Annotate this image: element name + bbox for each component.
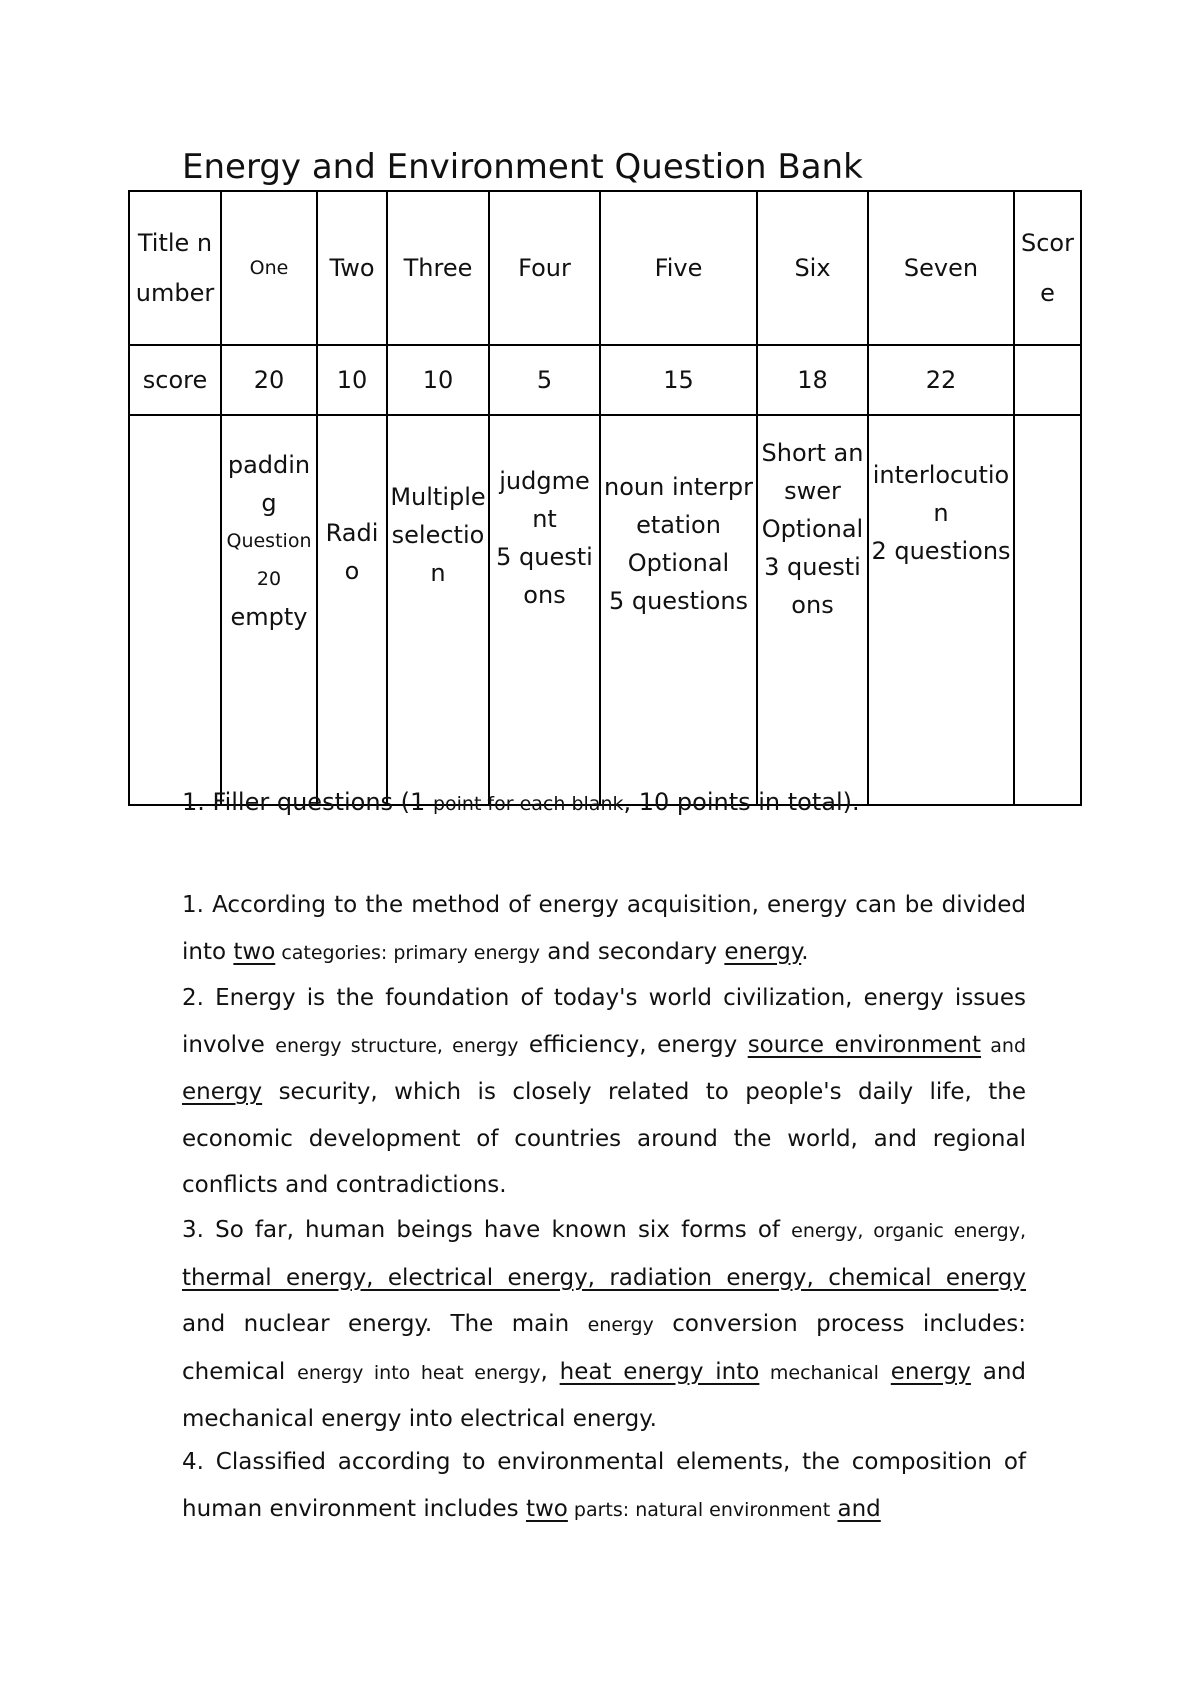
type-count: 5 questions xyxy=(608,587,749,615)
type-cell xyxy=(757,415,868,805)
question-summary-table xyxy=(128,190,1082,806)
question-4 xyxy=(182,1439,1026,1533)
page-title: Energy and Environment Question Bank xyxy=(182,147,863,187)
type-label: Radio xyxy=(325,519,379,585)
type-cell xyxy=(129,415,221,805)
score-cell: 10 xyxy=(387,345,489,415)
answer-blank: energy xyxy=(182,1079,263,1105)
question-text xyxy=(879,1359,891,1385)
type-option: Optional xyxy=(627,549,730,577)
type-cell xyxy=(868,415,1014,805)
score-cell: 5 xyxy=(489,345,600,415)
header-row xyxy=(129,191,1081,345)
header-cell: Title number xyxy=(129,191,221,345)
type-count: 5 questions xyxy=(496,543,593,609)
header-cell: Two xyxy=(317,191,387,345)
question-text: . xyxy=(801,938,809,965)
header-cell: Score xyxy=(1014,191,1081,345)
score-cell xyxy=(1014,345,1081,415)
question-text: security, which is closely related to people's daily life, the economic development of countries around the world, and regional conflicts and contradictions. xyxy=(182,1079,1026,1198)
type-count: 2 questions xyxy=(871,537,1011,565)
answer-blank: two xyxy=(233,938,276,965)
type-note: empty xyxy=(230,603,308,631)
type-cell xyxy=(317,415,387,805)
question-text: conversion process includes: chemical xyxy=(182,1311,1026,1385)
score-cell: 10 xyxy=(317,345,387,415)
question-text: , xyxy=(540,1358,560,1385)
type-label: judgment xyxy=(499,467,590,533)
answer-blank: and xyxy=(837,1495,881,1522)
question-text: energy structure, energy xyxy=(275,1034,519,1057)
question-text: energy xyxy=(587,1314,654,1336)
type-option: Optional xyxy=(761,515,864,543)
score-cell: 22 xyxy=(868,345,1014,415)
section-heading xyxy=(182,782,860,824)
section-heading-note: point for each blank xyxy=(432,793,624,815)
type-label: Short answer xyxy=(761,439,864,505)
score-cell: score xyxy=(129,345,221,415)
answer-blank: source environment xyxy=(747,1031,982,1058)
question-text: and mechanical energy into electrical energy. xyxy=(182,1358,1027,1432)
type-label: noun interpretation xyxy=(604,473,753,539)
question-text: 3. So far, human beings have known six forms of xyxy=(182,1217,792,1243)
score-cell: 20 xyxy=(221,345,317,415)
answer-blank: thermal energy, electrical energy, radiation energy, chemical energy xyxy=(182,1264,1026,1291)
type-cell xyxy=(221,415,317,805)
answer-blank: energy xyxy=(724,938,802,965)
question-text: energy, organic energy, xyxy=(791,1220,1026,1242)
type-cell xyxy=(387,415,489,805)
header-cell: Five xyxy=(600,191,757,345)
type-cell xyxy=(1014,415,1081,805)
question-text: energy into heat energy xyxy=(297,1361,541,1384)
header-cell: Six xyxy=(757,191,868,345)
type-label: interlocution xyxy=(872,461,1010,527)
question-text: efficiency, energy xyxy=(518,1031,748,1058)
header-cell: Seven xyxy=(868,191,1014,345)
score-cell: 15 xyxy=(600,345,757,415)
question-text: 1. According to the method of energy acquisition, energy can be divided into xyxy=(182,892,1026,965)
section-heading-text: 1. Filler questions (1 xyxy=(182,788,433,816)
score-cell: 18 xyxy=(757,345,868,415)
answer-blank: heat energy into xyxy=(559,1358,760,1385)
question-text: 4. Classified according to environmental elements, the composition of human environment includes xyxy=(182,1449,1026,1522)
type-label: padding xyxy=(227,451,311,517)
question-text xyxy=(830,1496,837,1522)
question-text: mechanical xyxy=(759,1361,879,1384)
type-count: 3 questions xyxy=(764,553,861,619)
header-cell: Three xyxy=(387,191,489,345)
score-row xyxy=(129,345,1081,415)
answer-blank: energy xyxy=(890,1358,971,1385)
header-cell: One xyxy=(221,191,317,345)
question-text: and secondary xyxy=(539,938,725,965)
header-cell: Four xyxy=(489,191,600,345)
question-text: parts: natural environment xyxy=(567,1498,831,1521)
type-count: Question 20 xyxy=(226,530,312,590)
question-text: and nuclear energy. The main xyxy=(182,1311,588,1337)
type-cell xyxy=(489,415,600,805)
question-3 xyxy=(182,1207,1026,1443)
question-1 xyxy=(182,882,1026,976)
section-heading-text: , 10 points in total). xyxy=(623,788,860,816)
question-text: 2. Energy is the foundation of today's world civilization, energy issues involve xyxy=(182,985,1026,1058)
answer-blank: two xyxy=(525,1495,568,1522)
question-2 xyxy=(182,975,1026,1209)
question-text: and xyxy=(981,1034,1027,1057)
type-label: Multiple selection xyxy=(390,483,486,587)
question-text: categories: primary energy xyxy=(275,941,540,964)
type-cell xyxy=(600,415,757,805)
question-type-row xyxy=(129,415,1081,805)
